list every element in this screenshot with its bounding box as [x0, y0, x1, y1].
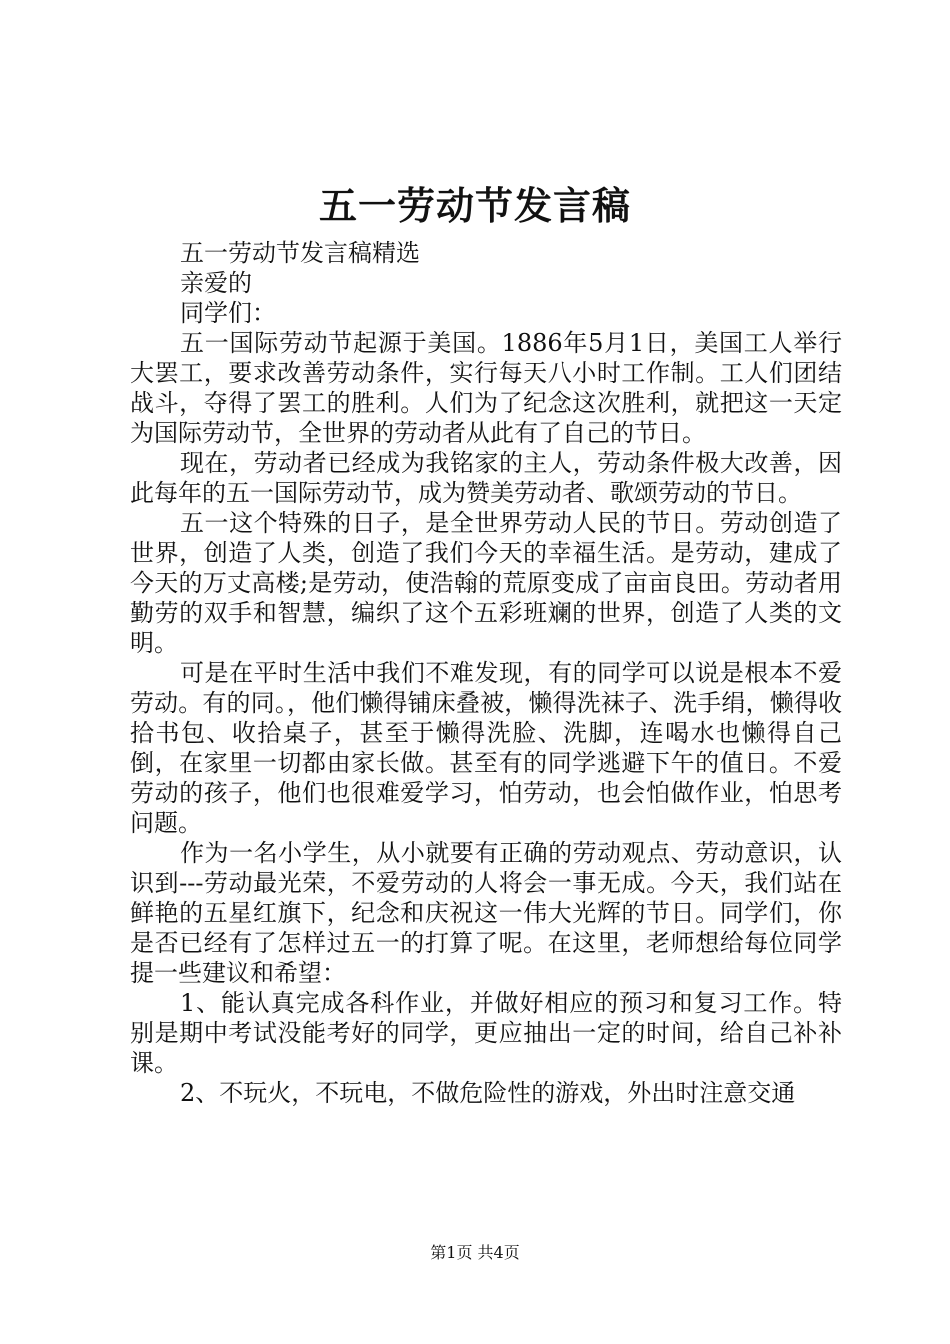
body-paragraph: 现在，劳动者已经成为我铭家的主人，劳动条件极大改善，因此每年的五一国际劳动节，成为赞美劳动者、歌颂劳动的节日。 [130, 449, 842, 507]
body-paragraph: 作为一名小学生，从小就要有正确的劳动观点、劳动意识，认识到---劳动最光荣，不爱劳动的人将会一事无成。今天，我们站在鲜艳的五星红旗下，纪念和庆祝这一伟大光辉的节日。同学们，你是否已经有了怎样过五一的打算了呢。在这里，老师想给每位同学提一些建议和希望： [130, 839, 842, 987]
salutation-line-2: 同学们： [180, 299, 276, 327]
salutation-line-1: 亲爱的 [180, 269, 252, 297]
body-paragraph: 五一国际劳动节起源于美国。1886年5月1日，美国工人举行大罢工，要求改善劳动条件，实行每天八小时工作制。工人们团结战斗，夺得了罢工的胜利。人们为了纪念这次胜利，就把这一天定为国际劳动节，全世界的劳动者从此有了自己的节日。 [130, 329, 842, 447]
document-body [130, 238, 842, 1108]
list-item: 1、能认真完成各科作业，并做好相应的预习和复习工作。特别是期中考试没能考好的同学，更应抽出一定的时间，给自己补补课。 [130, 989, 842, 1077]
page-footer: 第1页 共4页 [430, 1243, 520, 1262]
subtitle-paragraph: 五一劳动节发言稿精选 [180, 239, 420, 267]
body-paragraph: 可是在平时生活中我们不难发现，有的同学可以说是根本不爱劳动。有的同。，他们懒得铺床叠被，懒得洗袜子、洗手绢，懒得收拾书包、收拾桌子，甚至于懒得洗脸、洗脚，连喝水也懒得自己倒，在家里一切都由家长做。甚至有的同学逃避下午的值日。不爱劳动的孩子，他们也很难爱学习，怕劳动，也会怕做作业，怕思考问题。 [130, 659, 842, 837]
document-title: 五一劳动节发言稿 [318, 183, 631, 228]
body-paragraph: 五一这个特殊的日子，是全世界劳动人民的节日。劳动创造了世界，创造了人类，创造了我们今天的幸福生活。是劳动，建成了今天的万丈高楼;是劳动，使浩翰的荒原变成了亩亩良田。劳动者用勤劳的双手和智慧，编织了这个五彩班斓的世界，创造了人类的文明。 [130, 509, 842, 657]
list-item: 2、不玩火，不玩电，不做危险性的游戏，外出时注意交通 [180, 1079, 796, 1107]
